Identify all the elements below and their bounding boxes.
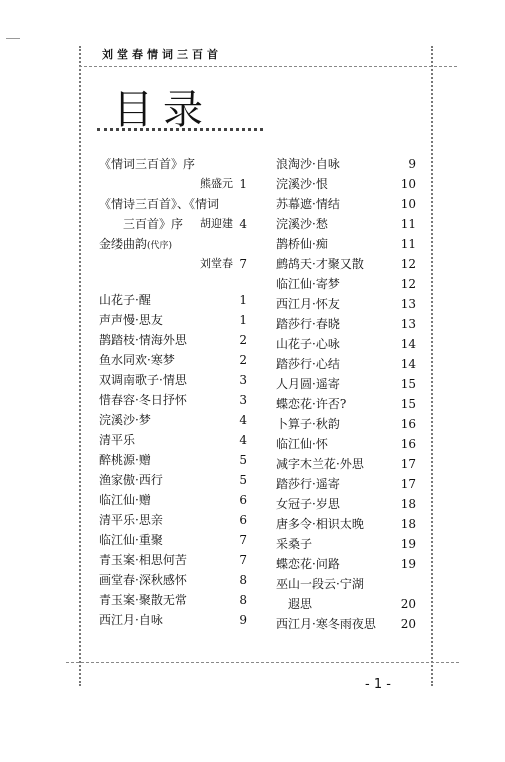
- entry-page: 15: [400, 397, 416, 411]
- toc-entry[interactable]: [276, 334, 416, 354]
- entry-page: 7: [239, 553, 247, 567]
- toc-entry[interactable]: [276, 294, 416, 314]
- toc-entry[interactable]: [99, 490, 247, 510]
- entry-page: 12: [400, 277, 416, 291]
- toc-left-column: [99, 154, 247, 630]
- entry-title: 清平乐: [99, 433, 136, 447]
- toc-entry[interactable]: [276, 594, 416, 614]
- entry-title: 采桑子: [276, 537, 313, 551]
- entry-title: 临江仙·赠: [99, 493, 151, 507]
- entry-page: 14: [400, 357, 416, 371]
- right-dotted-rule: [431, 46, 433, 686]
- toc-entry[interactable]: [276, 274, 416, 294]
- left-dotted-rule: [79, 46, 81, 686]
- entry-page: 2: [239, 333, 247, 347]
- toc-entry[interactable]: [99, 570, 247, 590]
- margin-mark: [6, 38, 20, 39]
- toc-entry[interactable]: [99, 290, 247, 310]
- entry-page: 12: [400, 257, 416, 271]
- entry-page: 18: [400, 497, 416, 511]
- entry-title: 惜春容·冬日抒怀: [99, 393, 187, 407]
- entry-title: 双调南歌子·情思: [99, 373, 187, 387]
- entry-title: 三百首》序: [123, 217, 184, 231]
- entry-title: 唐多令·相识太晚: [276, 517, 364, 531]
- toc-entry[interactable]: [99, 610, 247, 630]
- entry-page: 9: [408, 157, 416, 171]
- toc-entry[interactable]: [99, 390, 247, 410]
- entry-title: 鱼水同欢·寒梦: [99, 353, 175, 367]
- toc-entry[interactable]: [276, 234, 416, 254]
- entry-page: 14: [400, 337, 416, 351]
- entry-page: 5: [239, 453, 247, 467]
- toc-entry[interactable]: [276, 174, 416, 194]
- entry-title: 浣溪沙·愁: [276, 217, 328, 231]
- entry-page: 20: [400, 617, 416, 631]
- toc-entry[interactable]: [276, 574, 416, 594]
- toc-left-list: [99, 290, 247, 630]
- entry-title: 渔家傲·西行: [99, 473, 163, 487]
- toc-entry[interactable]: [99, 430, 247, 450]
- toc-entry[interactable]: [99, 350, 247, 370]
- toc-entry[interactable]: [99, 370, 247, 390]
- entry-page: 15: [400, 377, 416, 391]
- entry-page: 9: [239, 613, 247, 627]
- toc-entry[interactable]: [276, 514, 416, 534]
- entry-title: 《情诗三百首》、《情词: [99, 197, 220, 211]
- page-number: - 1 -: [365, 677, 391, 692]
- entry-page: 17: [400, 477, 416, 491]
- entry-title: 蝶恋花·许否?: [276, 397, 347, 411]
- entry-page: 19: [400, 537, 416, 551]
- toc-right-list: [276, 154, 416, 634]
- entry-page: 4: [239, 433, 247, 447]
- entry-title: 减字木兰花·外思: [276, 457, 364, 471]
- toc-right-column: [276, 154, 416, 634]
- entry-title: 金缕曲韵(代序): [99, 237, 173, 251]
- toc-entry[interactable]: [276, 434, 416, 454]
- entry-title: 女冠子·岁思: [276, 497, 340, 511]
- entry-title: 人月圆·遥寄: [276, 377, 340, 391]
- toc-entry[interactable]: [276, 534, 416, 554]
- toc-entry[interactable]: [99, 194, 247, 214]
- entry-title: 清平乐·思亲: [99, 513, 163, 527]
- entry-title: 浣溪沙·恨: [276, 177, 328, 191]
- toc-entry[interactable]: [99, 254, 247, 274]
- entry-page: 4: [239, 217, 247, 231]
- entry-title: 山花子·心咏: [276, 337, 340, 351]
- entry-page: 6: [239, 493, 247, 507]
- toc-entry[interactable]: [276, 394, 416, 414]
- footer-rule: [66, 662, 459, 663]
- toc-entry[interactable]: [276, 154, 416, 174]
- entry-title: 青玉案·相思何苦: [99, 553, 187, 567]
- toc-entry[interactable]: [276, 614, 416, 634]
- toc-entry[interactable]: [276, 554, 416, 574]
- toc-entry[interactable]: [99, 330, 247, 350]
- entry-page: 1: [239, 177, 247, 191]
- toc-entry[interactable]: [99, 450, 247, 470]
- toc-entry[interactable]: [276, 374, 416, 394]
- toc-entry[interactable]: [99, 590, 247, 610]
- entry-page: 7: [239, 257, 247, 271]
- entry-title: 山花子·醒: [99, 293, 151, 307]
- entry-page: 7: [239, 533, 247, 547]
- entry-page: 17: [400, 457, 416, 471]
- entry-title: 巫山一段云·宁湖: [276, 577, 364, 591]
- toc-entry[interactable]: [276, 494, 416, 514]
- entry-title: 浣溪沙·梦: [99, 413, 151, 427]
- entry-title: 临江仙·寄梦: [276, 277, 340, 291]
- entry-title: 遐思: [288, 597, 313, 611]
- toc-entry[interactable]: [276, 474, 416, 494]
- entry-title: 鹊踏枝·情海外思: [99, 333, 187, 347]
- toc-entry[interactable]: [276, 194, 416, 214]
- entry-title: 浪淘沙·自咏: [276, 157, 340, 171]
- entry-author: 熊盛元: [200, 177, 233, 190]
- toc-entry[interactable]: [99, 470, 247, 490]
- page-title: 目录: [113, 87, 213, 133]
- entry-title: 苏幕遮·情结: [276, 197, 340, 211]
- entry-page: 5: [239, 473, 247, 487]
- entry-page: 10: [400, 197, 416, 211]
- toc-entry[interactable]: [99, 234, 247, 254]
- entry-page: 16: [400, 437, 416, 451]
- entry-page: 2: [239, 353, 247, 367]
- toc-entry[interactable]: [99, 410, 247, 430]
- entry-page: 3: [239, 393, 247, 407]
- toc-entry[interactable]: [99, 154, 247, 174]
- entry-author: 刘堂春: [200, 257, 233, 270]
- entry-page: 11: [400, 217, 416, 231]
- header-rule: [79, 66, 457, 67]
- toc-entry[interactable]: [276, 354, 416, 374]
- entry-page: 8: [239, 573, 247, 587]
- entry-title: 临江仙·怀: [276, 437, 328, 451]
- entry-page: 19: [400, 557, 416, 571]
- entry-title: 踏莎行·遥寄: [276, 477, 340, 491]
- entry-page: 13: [400, 297, 416, 311]
- entry-title: 《情词三百首》序: [99, 157, 196, 171]
- entry-page: 18: [400, 517, 416, 531]
- entry-page: 1: [239, 313, 247, 327]
- entry-title: 鹧鸪天·才聚又散: [276, 257, 364, 271]
- entry-title: 西江月·自咏: [99, 613, 163, 627]
- entry-page: 20: [400, 597, 416, 611]
- entry-title: 蝶恋花·问路: [276, 557, 340, 571]
- entry-author: 胡迎建: [200, 217, 233, 230]
- toc-entry[interactable]: [276, 454, 416, 474]
- entry-title: 鹊桥仙·痴: [276, 237, 328, 251]
- entry-title: 青玉案·聚散无常: [99, 593, 187, 607]
- entry-page: 4: [239, 413, 247, 427]
- entry-page: 10: [400, 177, 416, 191]
- entry-page: 6: [239, 513, 247, 527]
- entry-title: 声声慢·思友: [99, 313, 163, 327]
- toc-entry[interactable]: [99, 174, 247, 194]
- entry-page: 13: [400, 317, 416, 331]
- toc-entry[interactable]: [99, 510, 247, 530]
- entry-title: 画堂春·深秋感怀: [99, 573, 187, 587]
- entry-page: 11: [400, 237, 416, 251]
- entry-title: 西江月·寒冬雨夜思: [276, 617, 376, 631]
- entry-title: 卜算子·秋韵: [276, 417, 340, 431]
- entry-title: 踏莎行·春晓: [276, 317, 340, 331]
- running-header: 刘堂春情词三百首: [102, 48, 222, 61]
- entry-title: 西江月·怀友: [276, 297, 340, 311]
- entry-page: 3: [239, 373, 247, 387]
- entry-title: 临江仙·重聚: [99, 533, 163, 547]
- toc-entry[interactable]: [276, 214, 416, 234]
- toc-entry[interactable]: [276, 414, 416, 434]
- entry-title: 醉桃源·赠: [99, 453, 151, 467]
- toc-entry[interactable]: [99, 530, 247, 550]
- toc-entry[interactable]: [99, 310, 247, 330]
- toc-entry[interactable]: [99, 214, 247, 234]
- toc-entry[interactable]: [276, 254, 416, 274]
- entry-page: 16: [400, 417, 416, 431]
- entry-title: 踏莎行·心结: [276, 357, 340, 371]
- entry-page: 1: [239, 293, 247, 307]
- toc-entry[interactable]: [99, 550, 247, 570]
- entry-page: 8: [239, 593, 247, 607]
- title-underline: [97, 128, 263, 131]
- entry-note: (代序): [147, 241, 173, 251]
- toc-entry[interactable]: [276, 314, 416, 334]
